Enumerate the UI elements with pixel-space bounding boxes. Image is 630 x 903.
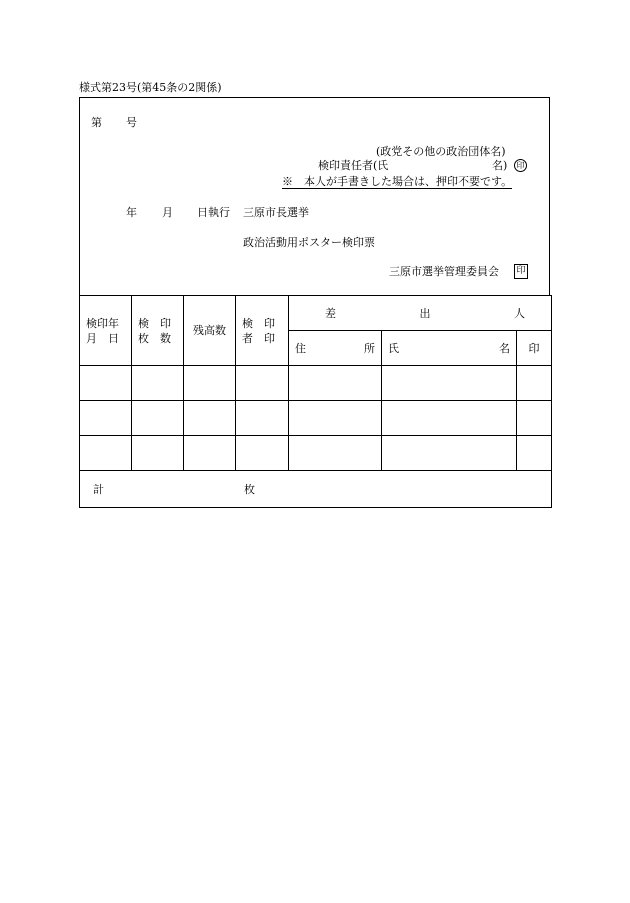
cell-inspector [236,401,289,436]
submitter-char-3: 人 [514,306,525,320]
inspector-name-suffix: 名) [492,159,508,172]
cell-name [382,401,517,436]
header-address-char2: 所 [364,341,375,355]
total-row [80,471,552,508]
header-inspector-line1: 検 印 [242,316,275,330]
date-year: 年 [126,206,137,219]
cell-date [80,401,132,436]
cell-address [289,436,382,471]
cell-count [132,366,184,401]
total-unit: 枚 [244,483,255,496]
header-date-line1: 検印年 [86,316,119,330]
handwriting-note: ※ 本人が手書きした場合は、押印不要です。 [282,175,513,188]
cell-date [80,436,132,471]
header-count [132,296,184,366]
submitter-char-1: 差 [325,306,336,320]
cell-name [382,366,517,401]
cell-remaining [184,401,236,436]
cell-name [382,436,517,471]
header-name [382,331,517,366]
cell-address [289,401,382,436]
cell-seal [517,401,552,436]
header-count-line2: 枚 数 [138,331,171,345]
header-name-char2: 名 [499,341,510,355]
cell-remaining [184,436,236,471]
header-address-char1: 住 [295,341,306,355]
total-cell [80,471,552,508]
date-day-exec: 日執行 [197,206,230,219]
election-name: 三原市長選挙 [243,206,309,219]
table-row [80,436,552,471]
total-label: 計 [93,483,104,496]
cell-inspector [236,436,289,471]
header-remaining: 残高数 [184,296,236,366]
header-name-char1: 氏 [388,341,399,355]
table-row [80,366,552,401]
header-address [289,331,382,366]
header-inspector-line2: 者 印 [242,331,275,345]
document-title: 政治活動用ポスター検印票 [243,236,375,249]
cell-inspector [236,366,289,401]
form-number-label: 様式第23号(第45条の2関係) [79,81,222,94]
header-date-line2: 月 日 [86,331,119,345]
inspection-record-table [79,295,552,508]
date-month: 月 [162,206,173,219]
number-suffix: 号 [126,116,137,129]
header-count-line1: 検 印 [138,316,171,330]
committee-seal-icon: 印 [514,264,528,279]
table-row [80,401,552,436]
party-name-label: (政党その他の政治団体名) [376,145,506,158]
header-seal: 印 [517,331,552,366]
cell-count [132,401,184,436]
cell-seal [517,366,552,401]
cell-remaining [184,366,236,401]
cell-date [80,366,132,401]
submitter-char-2: 出 [419,306,431,320]
cell-address [289,366,382,401]
cell-seal [517,436,552,471]
cell-count [132,436,184,471]
seal-icon: 印 [514,159,527,172]
committee-name: 三原市選挙管理委員会 [389,265,499,278]
header-inspector [236,296,289,366]
inspector-label: 検印責任者(氏 [318,159,389,172]
header-date [80,296,132,366]
number-prefix: 第 [91,116,102,129]
header-submitter [289,296,552,331]
